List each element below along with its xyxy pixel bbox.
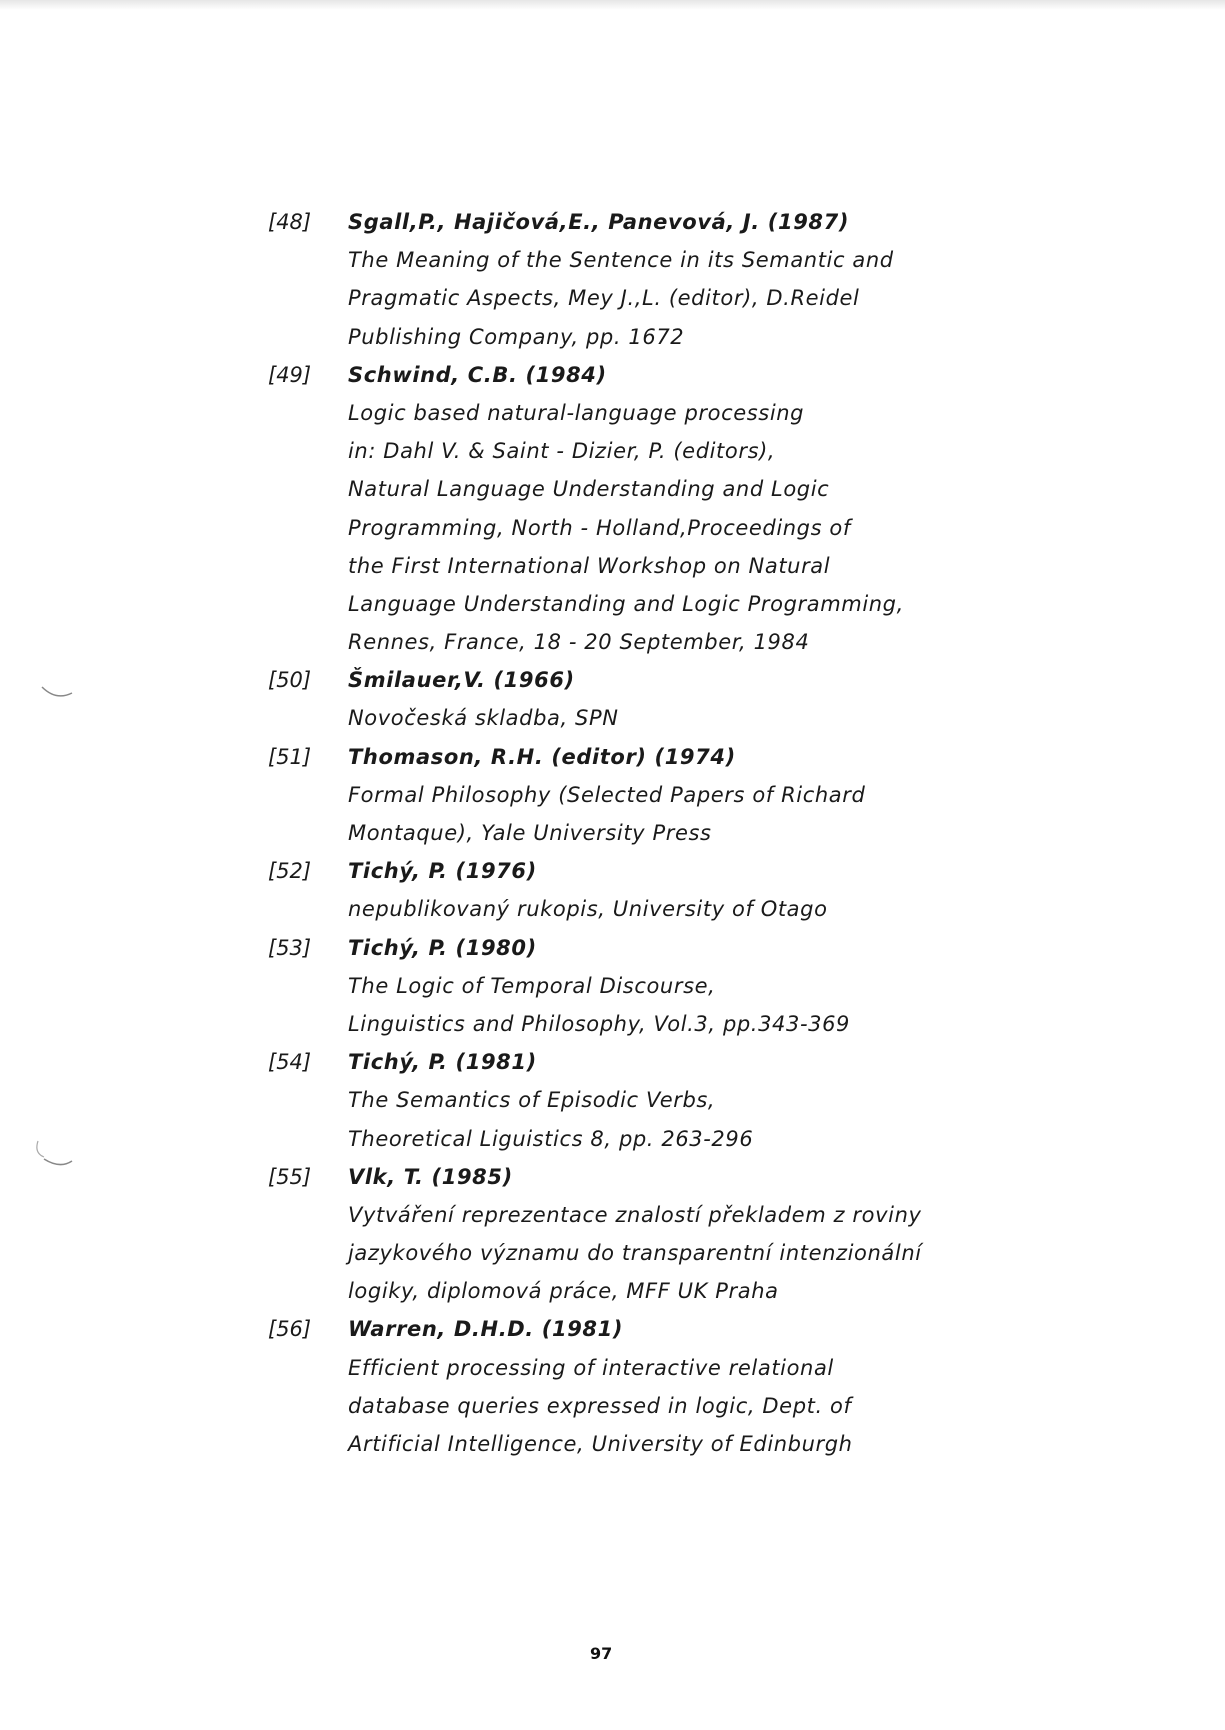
- reference-text-line: Linguistics and Philosophy, Vol.3, pp.343-369: [348, 1011, 851, 1036]
- reference-text-line: The Logic of Temporal Discourse,: [348, 973, 716, 998]
- reference-entry: [268, 1043, 1128, 1158]
- reference-text-line: Logic based natural-language processing: [348, 400, 805, 425]
- reference-entry: [268, 1158, 1128, 1311]
- reference-text-line: Rennes, France, 18 - 20 September, 1984: [348, 630, 810, 655]
- reference-entry: [268, 203, 1128, 356]
- reference-number: [55]: [268, 1164, 312, 1189]
- reference-number: [54]: [268, 1050, 312, 1075]
- reference-text-line: Theoretical Liguistics 8, pp. 263-296: [348, 1126, 754, 1151]
- reference-author-year: Schwind, C.B. (1984): [348, 362, 607, 387]
- reference-text-line: Natural Language Understanding and Logic: [348, 477, 830, 502]
- reference-entry: [268, 1310, 1128, 1463]
- page-number: 97: [590, 1644, 613, 1663]
- reference-author-year: Tichý, P. (1976): [348, 859, 537, 884]
- reference-text-line: database queries expressed in logic, Dept. of: [348, 1393, 852, 1418]
- reference-text-line: Language Understanding and Logic Programming,: [348, 591, 904, 616]
- reference-text-line: The Meaning of the Sentence in its Semantic and: [348, 248, 894, 273]
- reference-text-line: The Semantics of Episodic Verbs,: [348, 1088, 716, 1113]
- reference-body: [348, 203, 1128, 356]
- reference-number: [50]: [268, 668, 312, 693]
- reference-body: [348, 852, 1128, 928]
- reference-author-year: Tichý, P. (1981): [348, 1050, 537, 1075]
- reference-author-year: Tichý, P. (1980): [348, 935, 537, 960]
- reference-body: [348, 1043, 1128, 1158]
- reference-number: [56]: [268, 1317, 312, 1342]
- reference-text-line: Novočeská skladba, SPN: [348, 706, 619, 731]
- reference-text-line: logiky, diplomová práce, MFF UK Praha: [348, 1279, 779, 1304]
- reference-text-line: nepublikovaný rukopis, University of Otago: [348, 897, 828, 922]
- reference-text-line: the First International Workshop on Natural: [348, 553, 831, 578]
- reference-author-year: Warren, D.H.D. (1981): [348, 1317, 624, 1342]
- scan-mark-lower: [30, 1135, 80, 1175]
- reference-text-line: Publishing Company, pp. 1672: [348, 324, 685, 349]
- reference-entry: [268, 356, 1128, 662]
- reference-number: [52]: [268, 859, 312, 884]
- reference-text-line: in: Dahl V. & Saint - Dizier, P. (editors),: [348, 439, 776, 464]
- reference-number: [48]: [268, 210, 312, 234]
- reference-entry: [268, 929, 1128, 1044]
- reference-text-line: Artificial Intelligence, University of Edinburgh: [348, 1432, 853, 1456]
- reference-body: [348, 929, 1128, 1044]
- reference-text-line: Efficient processing of interactive relational: [348, 1355, 834, 1380]
- reference-number: [49]: [268, 362, 312, 387]
- reference-text-line: Vytváření reprezentace znalostí překladem z roviny: [348, 1202, 922, 1227]
- reference-author-year: Sgall,P., Hajičová,E., Panevová, J. (1987): [348, 210, 850, 234]
- reference-entry: [268, 852, 1128, 928]
- reference-body: [348, 1158, 1128, 1311]
- reference-entry: [268, 738, 1128, 853]
- reference-text-line: Montaque), Yale University Press: [348, 821, 712, 845]
- reference-text-line: Formal Philosophy (Selected Papers of Richard: [348, 782, 866, 807]
- reference-author-year: Thomason, R.H. (editor) (1974): [348, 744, 736, 769]
- reference-list: [268, 203, 1128, 1463]
- reference-body: [348, 738, 1128, 853]
- reference-text-line: Pragmatic Aspects, Mey J.,L. (editor), D.Reidel: [348, 286, 860, 311]
- reference-text-line: Programming, North - Holland,Proceedings of: [348, 515, 851, 540]
- reference-body: [348, 1310, 1128, 1463]
- reference-author-year: Šmilauer,V. (1966): [348, 668, 575, 693]
- reference-entry: [268, 661, 1128, 737]
- reference-text-line: jazykového významu do transparentní intenzionální: [348, 1241, 922, 1266]
- reference-author-year: Vlk, T. (1985): [348, 1164, 513, 1189]
- reference-number: [53]: [268, 935, 312, 960]
- reference-body: [348, 356, 1128, 662]
- reference-body: [348, 661, 1128, 737]
- reference-number: [51]: [268, 744, 312, 769]
- scan-mark-upper: [38, 675, 78, 705]
